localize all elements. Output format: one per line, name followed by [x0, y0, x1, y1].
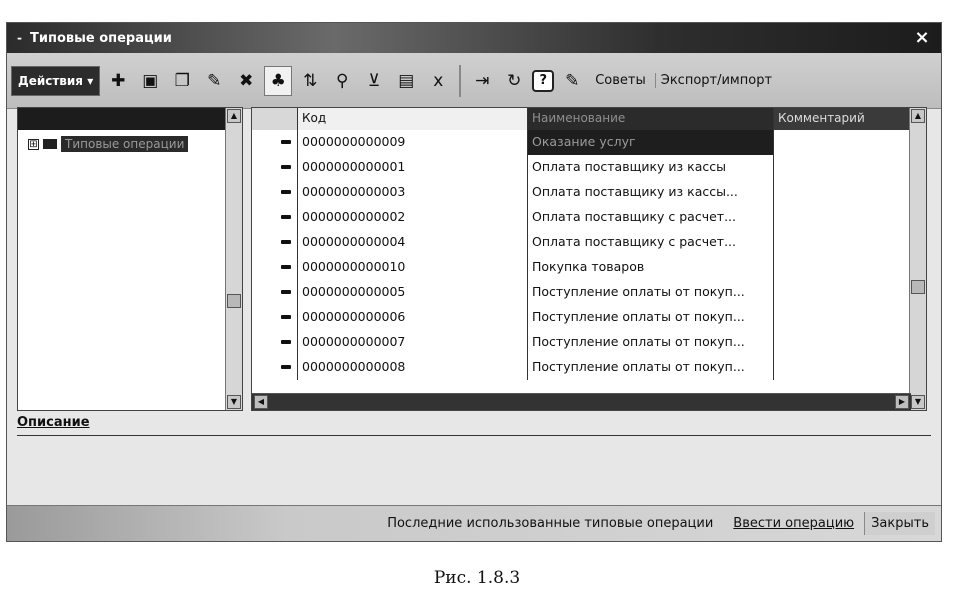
groups-tree-panel[interactable]: [17, 107, 243, 411]
marker-column-header: [252, 108, 298, 130]
scroll-right-icon[interactable]: ▶: [895, 395, 909, 409]
cell-code[interactable]: 0000000000001: [298, 155, 528, 180]
row-marker-icon: [252, 130, 298, 155]
tree-header: [18, 108, 226, 130]
toolbar: [7, 53, 941, 109]
cell-comment[interactable]: [774, 180, 911, 205]
typical-operations-window: [6, 22, 942, 542]
help-button[interactable]: ?: [532, 70, 554, 92]
row-marker-icon: [252, 355, 298, 380]
table-row[interactable]: [252, 155, 911, 180]
cell-code[interactable]: 0000000000010: [298, 255, 528, 280]
column-header-comment[interactable]: Комментарий: [774, 108, 911, 130]
description-section: [17, 415, 931, 499]
column-header-code[interactable]: Код: [298, 108, 528, 130]
add-icon[interactable]: ✚: [111, 70, 126, 91]
table-row[interactable]: [252, 305, 911, 330]
cell-comment[interactable]: [774, 330, 911, 355]
cell-comment[interactable]: [774, 205, 911, 230]
row-marker-icon: [252, 230, 298, 255]
export-import-button[interactable]: Экспорт/импорт: [655, 73, 777, 88]
sort-icon[interactable]: ⇅: [303, 70, 318, 91]
cell-name[interactable]: Поступление оплаты от покуп...: [528, 305, 774, 330]
table-row[interactable]: [252, 205, 911, 230]
column-header-name[interactable]: Наименование: [528, 108, 774, 130]
refresh-icon[interactable]: ↻: [507, 70, 522, 91]
delete-icon[interactable]: ✖: [239, 70, 254, 91]
close-window-button[interactable]: ×: [914, 27, 930, 48]
cell-comment[interactable]: [774, 255, 911, 280]
cell-code[interactable]: 0000000000009: [298, 130, 528, 155]
row-marker-icon: [252, 280, 298, 305]
recent-operations-button[interactable]: Последние использованные типовые операции: [387, 516, 714, 531]
cell-name[interactable]: Оплата поставщику из кассы: [528, 155, 774, 180]
clear-filter-icon[interactable]: ⅹ: [433, 70, 444, 91]
cell-comment[interactable]: [774, 305, 911, 330]
table-row[interactable]: [252, 230, 911, 255]
scroll-thumb[interactable]: [227, 294, 241, 308]
add-group-icon[interactable]: ▣: [142, 70, 159, 91]
toolbar-separator: [459, 65, 461, 97]
tree-item-root[interactable]: [28, 136, 188, 152]
enter-operation-button[interactable]: Ввести операцию: [733, 516, 855, 531]
table-vertical-scrollbar[interactable]: [909, 108, 926, 410]
scroll-thumb[interactable]: [911, 280, 925, 294]
scroll-down-icon[interactable]: ▼: [227, 395, 241, 409]
row-marker-icon: [252, 305, 298, 330]
filter-by-value-icon[interactable]: ⊻: [367, 70, 381, 91]
cell-code[interactable]: 0000000000002: [298, 205, 528, 230]
cell-comment[interactable]: [774, 155, 911, 180]
cell-code[interactable]: 0000000000006: [298, 305, 528, 330]
row-marker-icon: [252, 255, 298, 280]
scroll-up-icon[interactable]: ▲: [227, 109, 241, 123]
cell-comment[interactable]: [774, 130, 911, 155]
go-to-icon[interactable]: ⇥: [475, 70, 490, 91]
cell-code[interactable]: 0000000000008: [298, 355, 528, 380]
filter-icon[interactable]: ⚲: [335, 70, 349, 91]
tips-icon: ✎: [565, 70, 580, 91]
cell-comment[interactable]: [774, 230, 911, 255]
scroll-left-icon[interactable]: ◀: [254, 395, 268, 409]
close-button[interactable]: Закрыть: [864, 512, 935, 535]
table-row[interactable]: [252, 330, 911, 355]
cell-comment[interactable]: [774, 355, 911, 380]
chevron-down-icon: ▾: [83, 73, 94, 88]
folder-icon: [43, 139, 57, 149]
window-title: Типовые операции: [29, 30, 172, 46]
cell-name[interactable]: Поступление оплаты от покуп...: [528, 330, 774, 355]
row-marker-icon: [252, 180, 298, 205]
system-menu-icon[interactable]: -: [17, 31, 22, 45]
cell-comment[interactable]: [774, 280, 911, 305]
table-row[interactable]: [252, 280, 911, 305]
table-row[interactable]: [252, 255, 911, 280]
row-marker-icon: [252, 205, 298, 230]
table-row[interactable]: [252, 180, 911, 205]
hierarchy-icon[interactable]: ♣: [264, 66, 292, 96]
actions-menu-button[interactable]: [11, 66, 100, 96]
cell-name[interactable]: Поступление оплаты от покуп...: [528, 355, 774, 380]
expand-icon[interactable]: ⊞: [29, 138, 38, 150]
cell-code[interactable]: 0000000000003: [298, 180, 528, 205]
row-marker-icon: [252, 330, 298, 355]
tree-item-label: Типовые операции: [61, 136, 188, 152]
table-row[interactable]: [252, 355, 911, 380]
cell-name[interactable]: Оплата поставщику из кассы...: [528, 180, 774, 205]
title-bar: [7, 23, 941, 53]
description-divider: [17, 435, 931, 436]
cell-name[interactable]: Оплата поставщику с расчет...: [528, 205, 774, 230]
row-marker-icon: [252, 155, 298, 180]
filter-history-icon[interactable]: ▤: [398, 70, 415, 91]
cell-code[interactable]: 0000000000007: [298, 330, 528, 355]
tips-button[interactable]: Советы: [595, 73, 646, 88]
cell-code[interactable]: 0000000000005: [298, 280, 528, 305]
operations-table: [252, 108, 911, 380]
actions-menu-label: Действия: [18, 73, 84, 88]
description-label: Описание: [17, 415, 90, 430]
edit-icon[interactable]: ✎: [207, 70, 222, 91]
figure-caption: Рис. 1.8.3: [433, 568, 521, 588]
cell-name[interactable]: Поступление оплаты от покуп...: [528, 280, 774, 305]
cell-name[interactable]: Оказание услуг: [528, 130, 774, 155]
scroll-down-icon[interactable]: ▼: [911, 395, 925, 409]
table-row[interactable]: [252, 130, 911, 155]
cell-name[interactable]: Покупка товаров: [528, 255, 774, 280]
copy-icon[interactable]: ❐: [174, 70, 190, 91]
footer-bar: [7, 505, 941, 541]
table-header: [252, 108, 911, 130]
cell-code[interactable]: 0000000000004: [298, 230, 528, 255]
scroll-up-icon[interactable]: ▲: [911, 109, 925, 123]
tree-vertical-scrollbar[interactable]: [225, 108, 242, 410]
operations-table-panel: [251, 107, 927, 411]
table-horizontal-scrollbar[interactable]: [252, 393, 911, 410]
cell-name[interactable]: Оплата поставщику с расчет...: [528, 230, 774, 255]
